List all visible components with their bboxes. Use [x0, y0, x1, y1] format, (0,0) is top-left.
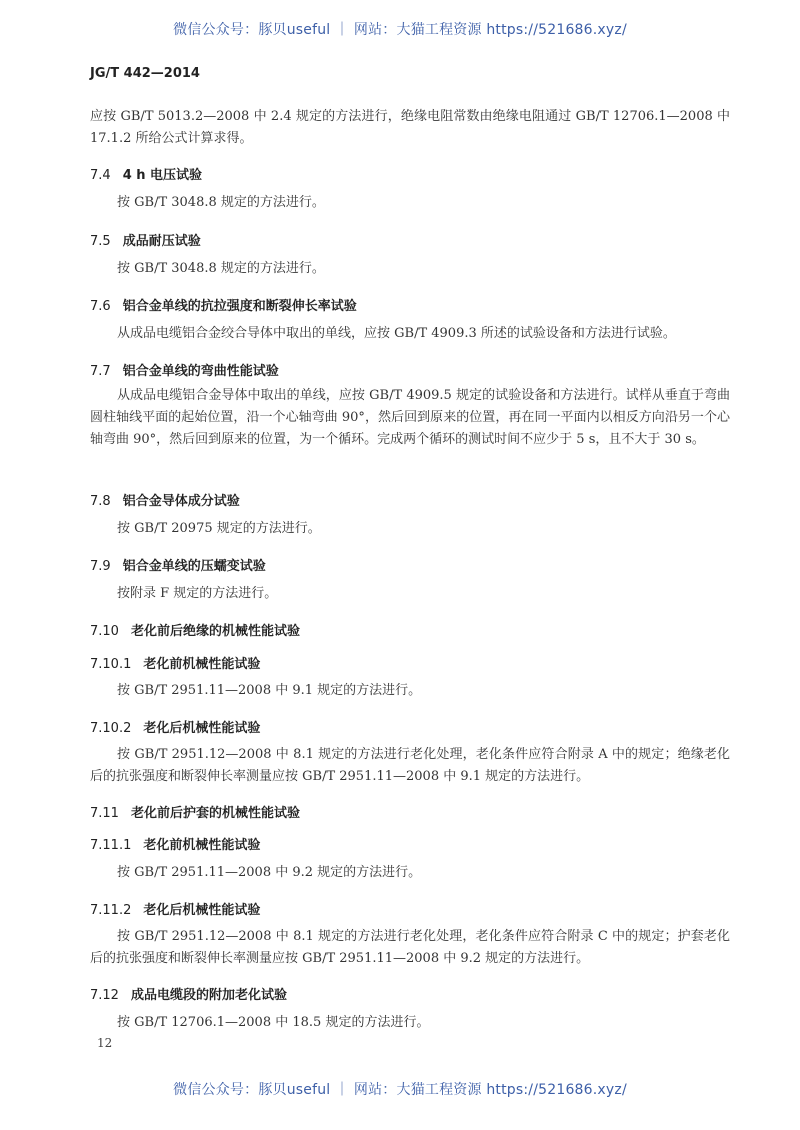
section-body-7-9: 按附录 F 规定的方法进行。	[117, 586, 278, 601]
watermark-top: 微信公众号：豚贝useful ｜ 网站：大猫工程资源 https://521686.xyz/	[173, 22, 627, 38]
section-heading-7-7	[90, 360, 279, 379]
section-heading-7-9	[90, 555, 266, 574]
section-body-7-4: 按 GB/T 3048.8 规定的方法进行。	[117, 195, 325, 210]
section-title: 铝合金单线的抗拉强度和断裂伸长率试验	[122, 299, 357, 314]
section-title: 成品电缆段的附加老化试验	[130, 988, 287, 1003]
watermark-bottom: 微信公众号：豚贝useful ｜ 网站：大猫工程资源 https://521686.xyz/	[173, 1082, 627, 1098]
section-title: 4 h 电压试验	[122, 168, 203, 183]
section-title: 铝合金单线的压蠕变试验	[122, 559, 266, 574]
section-title: 老化前后护套的机械性能试验	[130, 806, 300, 821]
section-title: 老化前机械性能试验	[143, 838, 261, 853]
section-body-7-12: 按 GB/T 12706.1—2008 中 18.5 规定的方法进行。	[117, 1015, 430, 1030]
section-body-7-6: 从成品电缆铝合金绞合导体中取出的单线，应按 GB/T 4909.3 所述的试验设备和方法进行试验。	[117, 326, 676, 341]
section-number: 7.9	[90, 559, 111, 574]
section-body-7-10-2: 按 GB/T 2951.12—2008 中 8.1 规定的方法进行老化处理，老化条件应符合附录 A 中的规定；绝缘老化后的抗张强度和断裂伸长率测量应按 GB/T 2951.11—2008 中 9.1 规定的方法进行。	[90, 747, 730, 784]
section-body-7-10-1: 按 GB/T 2951.11—2008 中 9.1 规定的方法进行。	[117, 683, 422, 698]
page-number: 12	[97, 1036, 113, 1050]
section-number: 7.8	[90, 494, 111, 509]
section-number: 7.10.2	[90, 721, 132, 736]
section-number: 7.7	[90, 364, 111, 379]
section-heading-7-10-1	[90, 653, 260, 672]
section-heading-7-6	[90, 295, 357, 314]
section-heading-7-8	[90, 490, 240, 509]
section-number: 7.12	[90, 988, 119, 1003]
intro-paragraph: 应按 GB/T 5013.2—2008 中 2.4 规定的方法进行，绝缘电阻常数由绝缘电阻通过 GB/T 12706.1—2008 中 17.1.2 所给公式计算求得。	[90, 109, 730, 146]
section-heading-7-4	[90, 164, 202, 183]
section-number: 7.11.2	[90, 903, 132, 918]
section-title: 老化前机械性能试验	[143, 657, 261, 672]
section-heading-7-11-2	[90, 899, 260, 918]
section-title: 老化后机械性能试验	[143, 903, 261, 918]
section-title: 成品耐压试验	[122, 234, 201, 249]
section-number: 7.11.1	[90, 838, 132, 853]
standard-code: JG/T 442—2014	[90, 66, 200, 81]
section-number: 7.10	[90, 624, 119, 639]
section-body-7-11-1: 按 GB/T 2951.11—2008 中 9.2 规定的方法进行。	[117, 865, 422, 880]
section-title: 铝合金导体成分试验	[122, 494, 240, 509]
section-heading-7-11-1	[90, 834, 260, 853]
section-heading-7-10	[90, 620, 300, 639]
section-number: 7.11	[90, 806, 119, 821]
section-title: 铝合金单线的弯曲性能试验	[122, 364, 279, 379]
section-body-7-8: 按 GB/T 20975 规定的方法进行。	[117, 521, 321, 536]
section-title: 老化前后绝缘的机械性能试验	[130, 624, 300, 639]
section-title: 老化后机械性能试验	[143, 721, 261, 736]
section-heading-7-11	[90, 802, 300, 821]
section-number: 7.10.1	[90, 657, 132, 672]
section-number: 7.4	[90, 168, 111, 183]
section-heading-7-5	[90, 230, 201, 249]
section-number: 7.6	[90, 299, 111, 314]
section-body-7-5: 按 GB/T 3048.8 规定的方法进行。	[117, 261, 325, 276]
section-number: 7.5	[90, 234, 111, 249]
section-body-7-11-2: 按 GB/T 2951.12—2008 中 8.1 规定的方法进行老化处理，老化条件应符合附录 C 中的规定；护套老化后的抗张强度和断裂伸长率测量应按 GB/T 2951.11—2008 中 9.2 规定的方法进行。	[90, 929, 730, 966]
section-body-7-7: 从成品电缆铝合金导体中取出的单线，应按 GB/T 4909.5 规定的试验设备和方法进行。试样从垂直于弯曲圆柱轴线平面的起始位置，沿一个心轴弯曲 90°，然后回到原来的位置，再在同一平面内以相反方向沿另一个心轴弯曲 90°，然后回到原来的位置，为一个循环。完成两个循环的测试时间不应少于 5 s，且不大于 30 s。	[90, 388, 730, 447]
section-heading-7-12	[90, 984, 287, 1003]
section-heading-7-10-2	[90, 717, 260, 736]
